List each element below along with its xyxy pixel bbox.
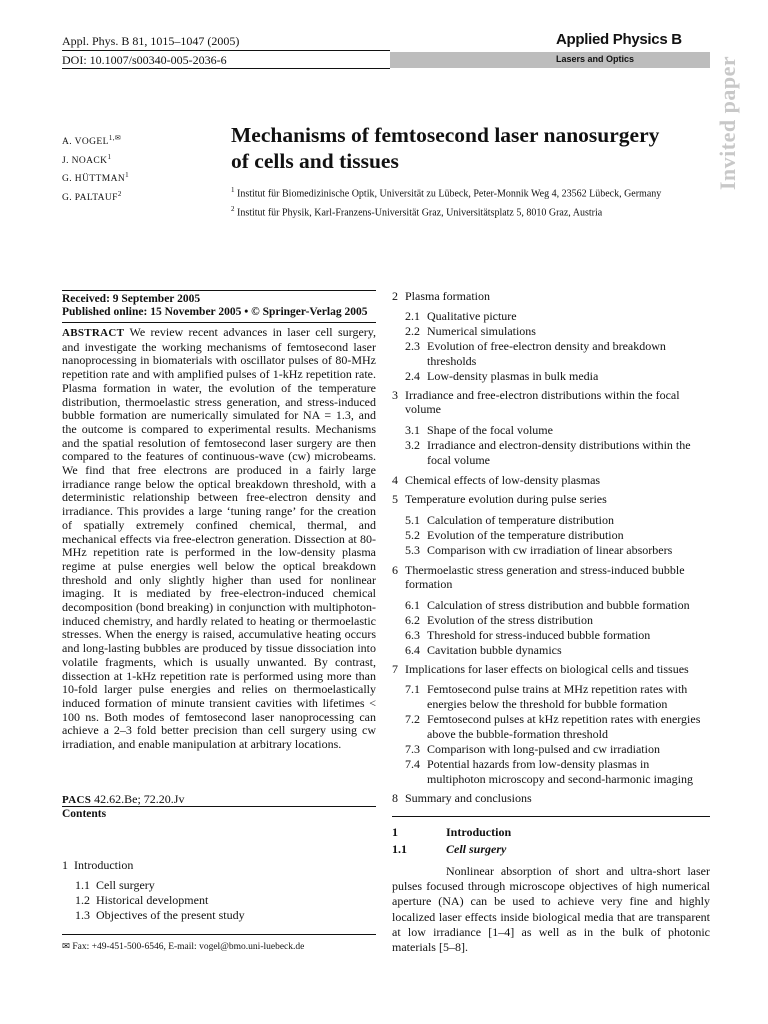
toc-entry[interactable]: 5 Temperature evolution during pulse series <box>392 492 607 506</box>
invited-paper-label: Invited paper <box>715 55 740 191</box>
header-rule-lower <box>62 68 390 69</box>
body-paragraph: Nonlinear absorption of short and ultra-short laser pulses focused through microscope objectives of high numerical aperture (NA) can be used to achieve very fine and highly localized laser effects inside biological media that are transparent at low irradiance [1–4] as well as in the bulk of photonic materials [5–8]. <box>392 864 710 955</box>
toc-entry[interactable]: 7.2 Femtosecond pulses at kHz repetition rates with energies above the bubble-formation threshold <box>405 712 701 741</box>
author: G. PALTAUF$^2$ <box>62 189 122 204</box>
toc-entry[interactable]: 1 Introduction <box>62 858 134 872</box>
toc-entry[interactable]: 7.3 Comparison with long-pulsed and cw irradiation <box>405 742 660 756</box>
toc-entry[interactable]: 5.3 Comparison with cw irradiation of linear absorbers <box>405 543 673 557</box>
toc-entry[interactable]: 8 Summary and conclusions <box>392 791 532 805</box>
toc-entry[interactable]: 6.4 Cavitation bubble dynamics <box>405 643 562 657</box>
toc-entry[interactable]: 7 Implications for laser effects on biological cells and tissues <box>392 662 689 676</box>
toc-entry[interactable]: 5.1 Calculation of temperature distribution <box>405 513 614 527</box>
toc-entry[interactable]: 1.2 Historical development <box>75 893 209 907</box>
corresponding-author-footnote: ✉ Fax: +49-451-500-6546, E-mail: vogel@bmo.uni-luebeck.de <box>62 942 305 952</box>
author-list <box>62 131 129 206</box>
affiliation: $^1$ Institut für Biomedizinische Optik, Universität zu Lübeck, Peter-Monnik Weg 4, 23562 Lübeck, Germany <box>231 186 662 200</box>
paper-title: Mechanisms of femtosecond laser nanosurgery of cells and tissues <box>231 123 660 173</box>
toc-entry[interactable]: 7.1 Femtosecond pulse trains at MHz repetition rates with energies below the threshold for bubble formation <box>405 682 688 711</box>
affiliations <box>231 183 711 221</box>
abstract-label: ABSTRACT <box>62 327 125 339</box>
journal-name: Applied Physics B <box>556 31 682 48</box>
toc-entry[interactable]: 7.4 Potential hazards from low-density plasmas in multiphoton microscopy and second-harmonic imaging <box>405 757 693 786</box>
toc-entry[interactable]: 2.2 Numerical simulations <box>405 324 536 338</box>
toc-entry[interactable]: 1.3 Objectives of the present study <box>75 908 245 922</box>
affiliation: $^2$ Institut für Physik, Karl-Franzens-Universität Graz, Universitätsplatz 5, 8010 Graz, Austria <box>231 204 603 219</box>
toc-entry[interactable]: 6.2 Evolution of the stress distribution <box>405 613 593 627</box>
subsection-heading: 1.1 Cell surgery <box>392 842 507 856</box>
toc-entry[interactable]: 2.4 Low-density plasmas in bulk media <box>405 369 599 383</box>
author: G. HÜTTMAN$^1$ <box>62 171 130 185</box>
toc-entry[interactable]: 6 Thermoelastic stress generation and stress-induced bubble formation <box>392 563 685 591</box>
rule <box>62 322 376 323</box>
toc-entry[interactable]: 6.3 Threshold for stress-induced bubble formation <box>405 628 651 642</box>
author: A. $VOGEL^{1,✉}$ <box>62 134 122 148</box>
toc-entry[interactable]: 3.2 Irradiance and electron-density distributions within the focal volume <box>405 438 691 467</box>
footnote-rule <box>62 934 376 935</box>
author: J. NOACK$^1$ <box>62 152 112 166</box>
pacs-codes: PACS 42.62.Be; 72.20.Jv <box>62 792 185 806</box>
toc-entry[interactable]: 2 Plasma formation <box>392 289 490 303</box>
toc-entry[interactable]: 5.2 Evolution of the temperature distribution <box>405 528 624 542</box>
header-rule <box>62 50 390 51</box>
journal-reference: Appl. Phys. B 81, 1015–1047 (2005) <box>62 34 240 48</box>
abstract <box>62 326 376 752</box>
rule <box>392 816 710 817</box>
toc-entry[interactable]: 3 Irradiance and free-electron distributions within the focal volume <box>392 388 680 416</box>
doi[interactable]: DOI: 10.1007/s00340-005-2036-6 <box>62 53 227 67</box>
contents-title: Contents <box>62 808 107 820</box>
toc-entry[interactable]: 3.1 Shape of the focal volume <box>405 423 553 437</box>
published-date: Published online: 15 November 2005 • © Springer-Verlag 2005 <box>62 306 368 318</box>
rule <box>62 290 376 291</box>
section-name: Lasers and Optics <box>556 54 635 64</box>
section-bar <box>390 52 710 68</box>
abstract-text: We review recent advances in laser cell surgery, and investigate the working mechanisms of femtosecond laser nanoprocessing in biomaterials with oscillator pulses of 80-MHz repetition rate and with amplified pulses of 1-kHz repetition rate. Plasma formation in water, the evolution of the temperature distribution, thermoelastic stress generation, and stress-induced bubble formation are numerically simulated for NA = 1.3, and the outcome is compared to experimental results. Mechanisms and the spatial resolution of femtosecond laser surgery are then compared to the features of continuous-wave (cw) microbeams. We find that free electrons are produced in a fairly large irradiance range below the optical breakdown threshold, with a deterministic relationship between free-electron density and irradiance. This provides a large ‘tuning range’ for the creation of spatially extremely confined chemical, thermal, and mechanical effects via free-electron generation. Dissection at 80-MHz repetition rate is performed in the low-density plasma regime at pulse energies well below the optical breakdown threshold and only slightly higher than used for nonlinear imaging. It is mediated by free-electron-induced chemical decomposition (bond breaking) in conjunction with multiphoton-induced chemistry, and hardly related to heating or thermoelastic stresses. When the energy is raised, accumulative heating occurs and long-lasting bubbles are produced by tissue dissociation into volatile fragments, which is usually unwanted. By contrast, dissection at 1-kHz repetition rate is performed using more than 10-fold larger pulse energies and relies on thermoelastically induced formation of minute transient cavities with lifetimes < 100 ns. Both modes of femtosecond laser nanoprocessing can achieve a 2–3 fold better precision than cell surgery using cw irradiation, and enable manipulation at arbitrary locations. <box>62 325 376 752</box>
received-date: Received: 9 September 2005 <box>62 293 201 305</box>
section-heading: 1 Introduction <box>392 825 512 839</box>
toc-entry[interactable]: 4 Chemical effects of low-density plasmas <box>392 473 601 487</box>
rule <box>62 806 376 807</box>
toc-entry[interactable]: 6.1 Calculation of stress distribution and bubble formation <box>405 598 690 612</box>
toc-entry[interactable]: 2.3 Evolution of free-electron density and breakdown thresholds <box>405 339 666 368</box>
toc-entry[interactable]: 2.1 Qualitative picture <box>405 309 517 323</box>
toc-entry[interactable]: 1.1 Cell surgery <box>75 878 155 892</box>
